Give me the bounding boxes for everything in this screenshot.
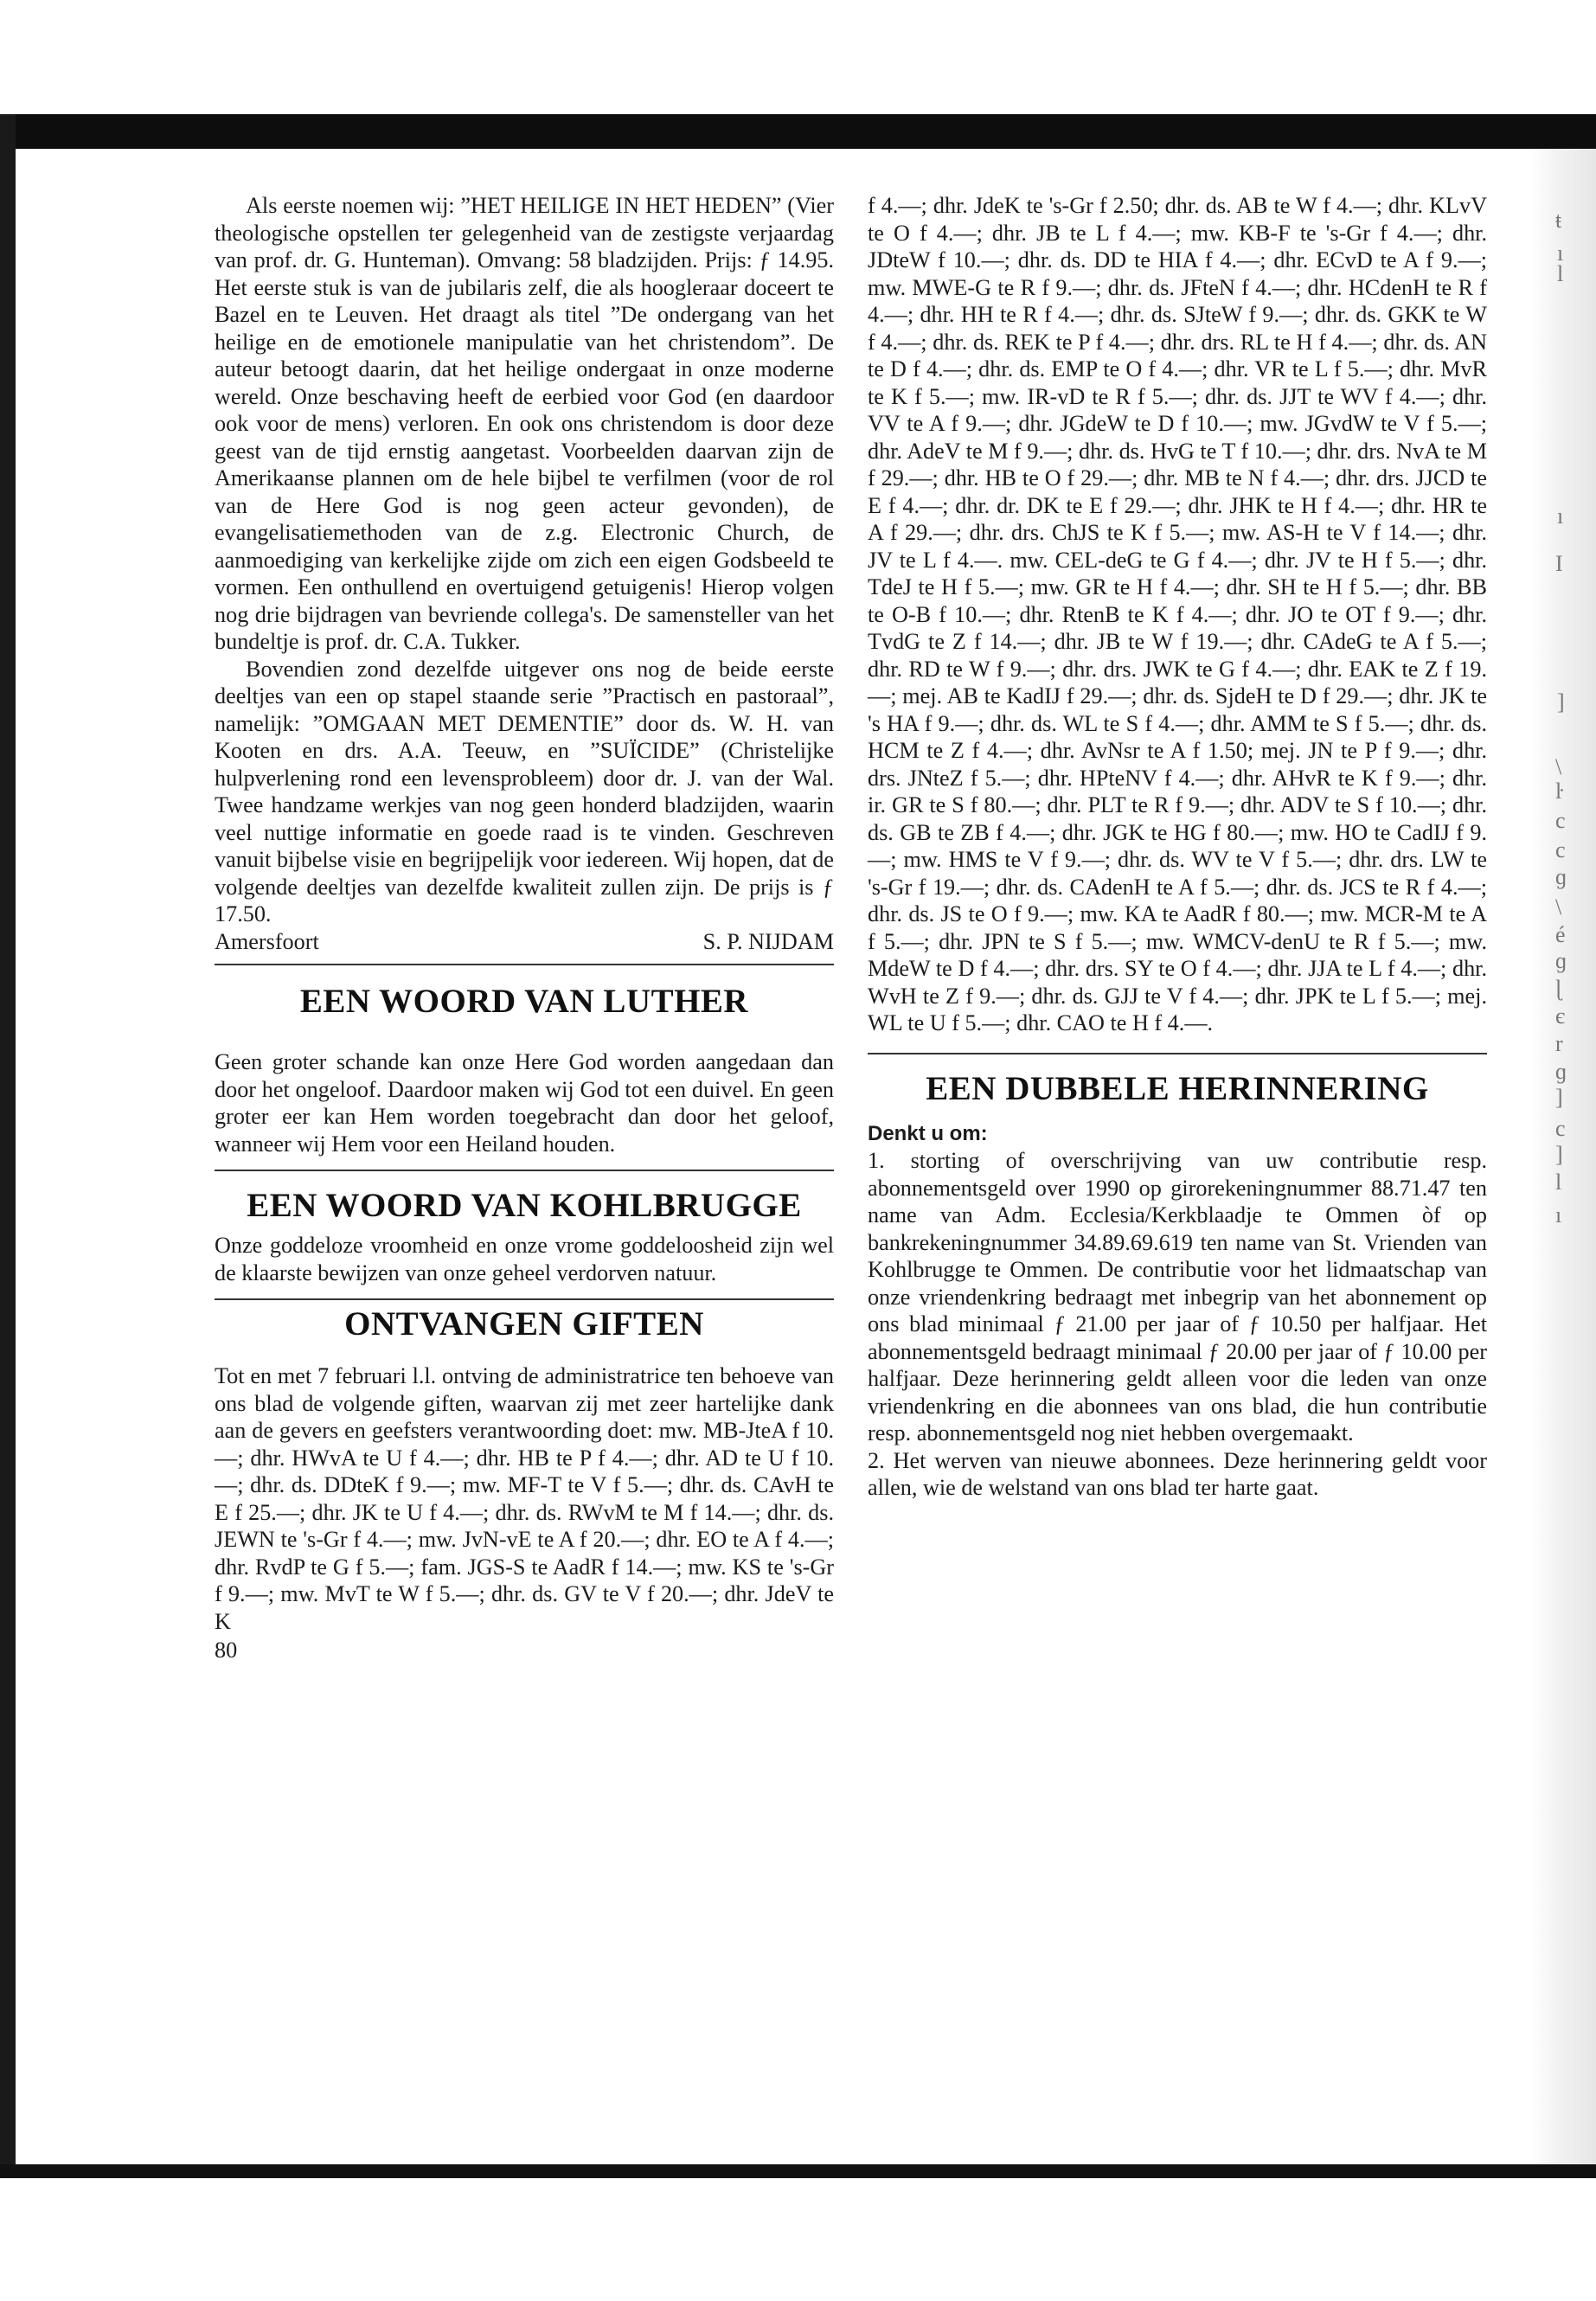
giften-text: Tot en met 7 februari l.l. ontving de administratrice ten behoeve van ons blad de volgende giften, waarvan zij met zeer hartelijke dank aan de gevers en geefsters verantwoording doet: mw. MB-JteA f 10.—; dhr. HWvA te U f 4.—; dhr. HB te P f 4.—; dhr. AD te U f 10.—; dhr. ds. DDteK f 9.—; mw. MF-T te V f 5.—; dhr. ds. CAvH te E f 25.—; dhr. JK te U f 4.—; dhr. ds. RWvM te M f 14.—; dhr. ds. JEWN te 's-Gr f 4.—; mw. JvN-vE te A f 20.—; dhr. EO te A f 4.—; dhr. RvdP te G f 5.—; fam. JGS-S te AadR f 14.—; mw. KS te 's-Gr f 9.—; mw. MvT te W f 5.—; dhr. ds. GV te V f 20.—; dhr. JdeV te K	[215, 1363, 834, 1634]
bleed-glyph: ŀ	[1555, 779, 1563, 804]
giften-list-continued: f 4.—; dhr. JdeK te 's-Gr f 2.50; dhr. ds. AB te W f 4.—; dhr. KLvV te O f 4.—; dhr. JB te L f 4.—; mw. KB-F te 's-Gr f 4.—; dhr. JDteW f 10.—; dhr. ds. DD te HIA f 4.—; dhr. ECvD te A f 9.—; mw. MWE-G te R f 9.—; dhr. ds. JFteN f 4.—; dhr. HCdenH te R f 4.—; dhr. HH te R f 4.—; dhr. ds. SJteW f 9.—; dhr. ds. GKK te W f 4.—; dhr. ds. REK te P f 4.—; dhr. drs. RL te H f 4.—; dhr. ds. AN te D f 4.—; dhr. ds. EMP te O f 4.—; dhr. VR te L f 5.—; dhr. MvR te K f 5.—; mw. IR-vD te R f 5.—; dhr. ds. JJT te WV f 4.—; dhr. VV te A f 9.—; dhr. JGdeW te D f 10.—; mw. JGvdW te V f 5.—; dhr. AdeV te M f 9.—; dhr. ds. HvG te T f 10.—; dhr. drs. NvA te M f 29.—; dhr. HB te O f 29.—; dhr. MB te N f 4.—; dhr. drs. JJCD te E f 4.—; dhr. dr. DK te E f 29.—; dhr. JHK te H f 4.—; dhr. HR te A f 29.—; dhr. drs. ChJS te K f 5.—; mw. AS-H te V f 14.—; dhr. JV te L f 4.—. mw. CEL-deG te G f 4.—; dhr. JV te H f 5.—; dhr. TdeJ te H f 5.—; mw. GR te H f 4.—; dhr. SH te H f 5.—; dhr. BB te O-B f 10.—; dhr. RtenB te K f 4.—; dhr. JO te OT f 9.—; dhr. TvdG te Z f 14.—; dhr. JB te W f 19.—; dhr. CAdeG te A f 5.—; dhr. RD te W f 9.—; dhr. drs. JWK te G f 4.—; dhr. EAK te Z f 19.—; mej. AB te KadIJ f 29.—; dhr. ds. SjdeH te D f 29.—; dhr. JK te 's HA f 9.—; dhr. ds. WL te S f 4.—; dhr. AMM te S f 5.—; dhr. ds. HCM te Z f 4.—; dhr. AvNsr te A f 1.50; mej. JN te P f 9.—; dhr. drs. JNteZ f 5.—; dhr. HPteNV f 4.—; dhr. AHvR te K f 9.—; dhr. ir. GR te S f 80.—; dhr. PLT te R f 9.—; dhr. ADV te S f 10.—; dhr. ds. GB te ZB f 4.—; dhr. JGK te HG f 80.—; mw. HO te CadIJ f 9.—; mw. HMS te V f 9.—; dhr. ds. WV te V f 5.—; dhr. drs. LW te 's-Gr f 19.—; dhr. ds. CAdenH te A f 5.—; dhr. ds. JCS te R f 4.—; dhr. ds. JS te O f 9.—; mw. KA te AadR f 80.—; mw. MCR-M te A f 5.—; dhr. JPN te S f 5.—; mw. WMCV-denU te R f 5.—; mw. MdeW te D f 4.—; dhr. drs. SY te O f 4.—; dhr. JJA te L f 4.—; dhr. WvH te Z f 9.—; dhr. ds. GJJ te V f 4.—; dhr. JPK te L f 5.—; mej. WL te U f 5.—; dhr. CAO te H f 4.—.	[868, 193, 1487, 1035]
bleed-glyph: є	[1555, 1003, 1566, 1029]
review-paragraph-2: Bovendien zond dezelfde uitgever ons nog de beide eerste deeltjes van een op stapel staande serie ”Practisch en pastoraal”, namelijk: ”OMGAAN MET DEMENTIE” door ds. W. H. van Kooten en drs. A.A. Teeuw, en ”SUÏCIDE” (Christelijke hulpverlening rond een levensprobleem) door dr. J. van der Wal. Twee handzame werkjes van nog geen honderd bladzijden, waarin veel nuttige informatie en goede raad is te vinden. Geschreven vanuit bijbelse visie en begrijpelijk voor iedereen. Wij hopen, dat de volgende deeltjes van dezelfde kwaliteit zullen zijn. De prijs is ƒ 17.50.	[215, 656, 834, 926]
herinnering-heading: EEN DUBBELE HERINNERING	[926, 1069, 1429, 1107]
bleed-glyph: ɡ	[1555, 948, 1567, 973]
divider	[215, 1298, 834, 1300]
scan-top-border	[0, 114, 1596, 149]
bleed-glyph: ]	[1555, 1142, 1563, 1167]
bleed-glyph: ɡ	[1555, 864, 1567, 889]
bleed-glyph: r	[1555, 1031, 1563, 1056]
facing-page-bleed	[1531, 149, 1596, 2164]
bleed-glyph: é	[1555, 922, 1566, 947]
luther-quote: Geen groter schande kan onze Here God worden aangedaan dan door het ongeloof. Daardoor maken wij God tot een duivel. En geen groter eer kan Hem worden toegebracht dan door het geloof, wanneer wij Hem voor een Heiland houden.	[215, 1049, 834, 1157]
bleed-glyph: ı	[1555, 1202, 1562, 1227]
kohlbrugge-heading: EEN WOORD VAN KOHLBRUGGE	[247, 1187, 802, 1224]
signature-place: Amersfoort	[215, 928, 319, 954]
reminder-item-2: 2. Het werven van nieuwe abonnees. Deze herinnering geldt voor allen, wie de welstand van ons blad ter harte gaat.	[868, 1447, 1487, 1500]
divider	[868, 1053, 1487, 1054]
bleed-glyph: c	[1555, 837, 1566, 862]
kohlbrugge-quote: Onze goddeloze vroomheid en onze vrome goddeloosheid zijn wel de klaarste bewijzen van onze geheel verdorven natuur.	[215, 1233, 834, 1285]
divider	[215, 964, 834, 965]
denkt-u-om-label: Denkt u om:	[868, 1121, 988, 1145]
bleed-glyph: ŧ	[1555, 208, 1562, 233]
left-column	[215, 192, 834, 1664]
reminder-item-1: 1. storting of overschrijving van uw contributie resp. abonnementsgeld over 1990 op girorekeningnummer 88.71.47 ten name van Adm. Ecclesia/Kerkblaadje te Ommen òf op bankrekeningnummer 34.89.69.619 ten name van St. Vrienden van Kohlbrugge te Ommen. De contributie voor het lidmaatschap van onze vriendenkring bedraagt met inbegrip van het abonnement op ons blad minimaal ƒ 21.00 per jaar of ƒ 10.50 per halfjaar. Het abonnementsgeld bedraagt minimaal ƒ 20.00 per jaar of ƒ 10.00 per halfjaar. Deze herinnering geldt alleen voor die leden van onze vriendenkring en die abonnees van ons blad, die hun contributie resp. abonnementsgeld nog niet hebben overgemaakt.	[868, 1148, 1487, 1445]
bleed-glyph: \	[1555, 754, 1562, 779]
signature-line	[215, 928, 834, 956]
luther-heading: EEN WOORD VAN LUTHER	[299, 983, 749, 1020]
bleed-glyph: l	[1555, 1170, 1562, 1195]
bleed-glyph: ɭ	[1555, 976, 1562, 1001]
bleed-glyph: \	[1555, 894, 1562, 920]
review-paragraph-1: Als eerste noemen wij: ”HET HEILIGE IN HET HEDEN” (Vier theologische opstellen ter gelegenheid van de zestigste verjaardag van prof. dr. G. Hunteman). Omvang: 58 bladzijden. Prijs: ƒ 14.95. Het eerste stuk is van de jubilaris zelf, die als hoogleraar doceert te Bazel en te Leuven. Het draagt als titel ”De ondergang van het heilige en de emotionele manipulatie van het christendom”. De auteur betoogt daarin, dat het heilige ondergaat in onze moderne wereld. Onze beschaving heeft de eerbied voor God (en daardoor ook voor de mens) verloren. En ook ons christendom is door deze geest van de tijd ernstig aangetast. Voorbeelden daarvan zijn de Amerikaanse plannen om de hele bijbel te verfilmen (voor de rol van de Here God is nog geen acteur gevonden), de evangelisatiemethoden van de z.g. Electronic Church, de aanmoediging van kerkelijke zijde om zich een eigen Godsbeeld te vormen. Een onthullend en overtuigend getuigenis! Hierop volgen nog drie bijdragen van bevriende collega's. De samensteller van het bundeltje is prof. dr. C.A. Tukker.	[215, 193, 834, 654]
bleed-glyph: I	[1555, 551, 1563, 576]
bleed-glyph: ı	[1557, 503, 1564, 529]
bleed-glyph: c	[1555, 1116, 1566, 1141]
bleed-glyph: c	[1555, 808, 1566, 833]
giften-heading: ONTVANGEN GIFTEN	[344, 1305, 704, 1343]
bleed-glyph: ]	[1557, 689, 1565, 715]
scan-bottom-border	[0, 2164, 1596, 2178]
signature-author: S. P. NIJDAM	[702, 928, 834, 954]
bleed-glyph: ]	[1555, 1085, 1563, 1110]
page-number: 80	[215, 1638, 238, 1663]
bleed-glyph: ɡ	[1555, 1059, 1567, 1084]
divider	[215, 1170, 834, 1171]
bleed-glyph: ı	[1557, 240, 1564, 266]
right-column	[868, 192, 1487, 1502]
scan-left-border	[0, 114, 16, 2178]
bleed-glyph: l	[1557, 261, 1564, 286]
